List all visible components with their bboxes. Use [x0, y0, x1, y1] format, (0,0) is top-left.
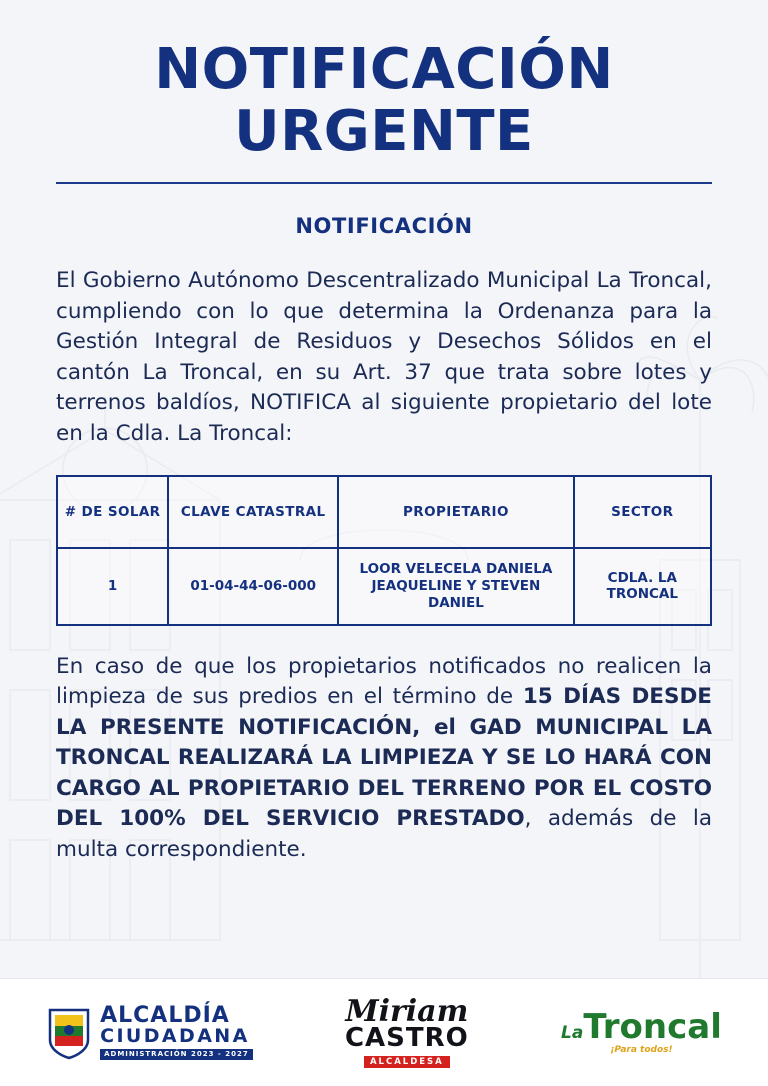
table-header-solar: # DE SOLAR — [57, 476, 168, 548]
mayor-first-name: Miriam — [345, 993, 469, 1029]
closing-text-bold: 15 DÍAS DESDE LA PRESENTE NOTIFICACIÓN, el GAD MUNICIPAL LA TRONCAL REALIZARÁ LA LIMPIEZA Y SE LO HARÁ CON CARGO AL PROPIETARIO DEL TERRENO POR EL COSTO DEL 100% DEL SERVICIO PRESTADO — [56, 684, 712, 832]
alcaldia-wordmark — [100, 1005, 253, 1060]
brand-tagline: ¡Para todos! — [610, 1045, 673, 1055]
table-header-sector: SECTOR — [574, 476, 711, 548]
cell-solar: 1 — [57, 548, 168, 625]
alcaldia-label-mid: CIUDADANA — [100, 1025, 250, 1047]
coat-of-arms-icon — [46, 1006, 92, 1060]
alcaldia-label-admin: ADMINISTRACIÓN 2023 - 2027 — [100, 1049, 253, 1060]
mayor-last-name: CASTRO — [344, 1022, 469, 1053]
section-subtitle: NOTIFICACIÓN — [295, 214, 473, 238]
logo-mayor-signature — [344, 993, 469, 1069]
title-block — [56, 26, 712, 164]
table-header-propietario: PROPIETARIO — [338, 476, 573, 548]
table-row — [57, 548, 711, 625]
cell-propietario: LOOR VELECELA DANIELA JEAQUELINE Y STEVEN DANIEL — [338, 548, 573, 625]
title-divider — [56, 182, 712, 184]
logo-la-troncal-brand — [561, 1007, 722, 1055]
logo-alcaldia-ciudadana — [46, 1005, 253, 1060]
notification-table — [56, 475, 712, 626]
cell-sector: CDLA. LA TRONCAL — [574, 548, 711, 625]
cell-clave-catastral: 01-04-44-06-000 — [168, 548, 338, 625]
page-title-line-1: NOTIFICACIÓN — [154, 37, 614, 102]
brand-la: La — [561, 1023, 584, 1043]
table-body — [57, 548, 711, 625]
brand-word: Troncal — [583, 1007, 722, 1047]
body-paragraph: El Gobierno Autónomo Descentralizado Municipal La Troncal, cumpliendo con lo que determina la Ordenanza para la Gestión Integral de Residuos y Desechos Sólidos en el cantón La Troncal, en su Art. 37 que trata sobre lotes y terrenos baldíos, NOTIFICA al siguiente propietario del lote en la Cdla. La Troncal: — [56, 268, 712, 446]
alcaldia-label-top: ALCALDÍA — [100, 1003, 230, 1028]
footer-logos — [0, 978, 768, 1086]
mayor-role-badge: ALCALDESA — [364, 1056, 450, 1069]
table-header-clave: CLAVE CATASTRAL — [168, 476, 338, 548]
closing-text-part1: En caso de que los propietarios notificados no realicen la limpieza de sus predios en el término de — [56, 653, 712, 710]
closing-paragraph — [56, 652, 712, 866]
brand-wordmark — [561, 1007, 722, 1047]
table-header-row — [57, 476, 711, 548]
page-title-line-2: URGENTE — [234, 99, 534, 164]
table-header — [57, 476, 711, 548]
closing-text-part2: , además de la multa correspondiente. — [56, 806, 713, 862]
